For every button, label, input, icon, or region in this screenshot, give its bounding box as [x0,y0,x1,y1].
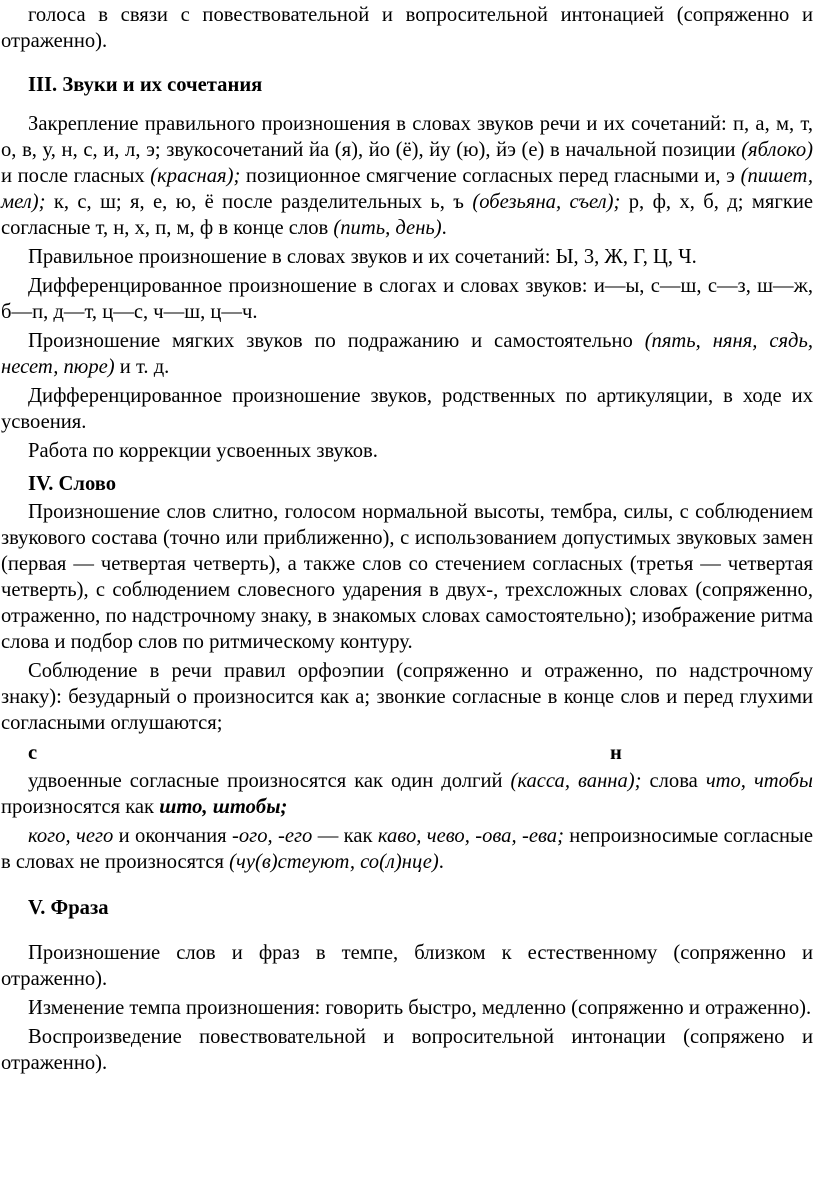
paragraph-soft-sounds: Произношение мягких звуков по подражанию и самостоятельно (пять, няня, сядь, несет, пюре) и т. д. [1,330,813,378]
paragraph-orthoepy: Соблюдение в речи правил орфоэпии (сопряженно и отраженно, по надстрочному знаку): безударный о произносится как а; звонкие согласные в конце слов и перед глухими согласными оглушаются; [1,660,813,734]
paragraph-tempo-change: Изменение темпа произношения: говорить быстро, медленно (сопряженно и отраженно). [28,997,812,1019]
paragraph-related-sounds: Дифференцированное произношение звуков, родственных по артикуляции, в ходе их усвоения. [1,385,813,433]
paragraph-double-consonants: удвоенные согласные произносятся как один долгий (касса, ванна); слова что, чтобы произносятся как што, штобы; [1,770,813,818]
paragraph-intonation: Воспроизведение повествовательной и вопросительной интонации (сопряжено и отраженно). [1,1026,813,1074]
stress-mark-right: н [610,742,622,764]
section-heading-phrase: V. Фраза [28,897,109,919]
stress-mark-left: с [28,742,38,764]
paragraph-correct-pronunciation: Правильное произношение в словах звуков и их сочетаний: Ы, 3, Ж, Г, Ц, Ч. [28,246,697,268]
stress-marks-row [1,740,813,766]
paragraph-differentiated-syllables: Дифференцированное произношение в слогах и словах звуков: и—ы, с—ш, с—з, ш—ж, б—п, д—т, ц—с, ч—ш, ц—ч. [1,275,813,323]
intro-paragraph: голоса в связи с повествовательной и вопросительной интонацией (сопряженно и отраженно). [1,4,813,52]
paragraph-tempo: Произношение слов и фраз в темпе, близком к естественному (сопряженно и отраженно). [1,942,813,990]
paragraph-word-pronunciation: Произношение слов слитно, голосом нормальной высоты, тембра, силы, с соблюдением звукового состава (точно или приближенно), с использованием допустимых звуковых замен (первая — четвертая четверть), а также слов со стечением согласных (третья — четвертая четверть), с соблюдением словесного ударения в двух-, трехсложных словах (сопряженно, отраженно, по надстрочному знаку, в знакомых словах самостоятельно); изображение ритма слова и подбор слов по ритмическому контуру. [1,501,813,653]
paragraph-correction-work: Работа по коррекции усвоенных звуков. [28,440,378,462]
section-heading-sounds: III. Звуки и их сочетания [28,74,263,96]
section-heading-word: IV. Слово [28,473,117,495]
paragraph-sound-consolidation: Закрепление правильного произношения в словах звуков речи и их сочетаний: п, а, м, т, о, в, у, н, с, и, л, э; звукосочетаний йа (я), йо (ё), йу (ю), йэ (е) в начальной позиции (яблоко) и после гласных (красная); позиционное смягчение согласных перед гласными и, э (пишет, мел); к, с, ш; я, е, ю, ё после разделительных ь, ъ (обезьяна, съел); р, ф, х, б, д; мягкие согласные т, н, х, п, м, ф в конце слов (пить, день). [1,113,814,239]
paragraph-endings: кого, чего и окончания -ого, -его — как каво, чево, -ова, -ева; непроизносимые согласные в словах не произносятся (чу(в)стеуют, со(л)нце). [1,825,813,873]
